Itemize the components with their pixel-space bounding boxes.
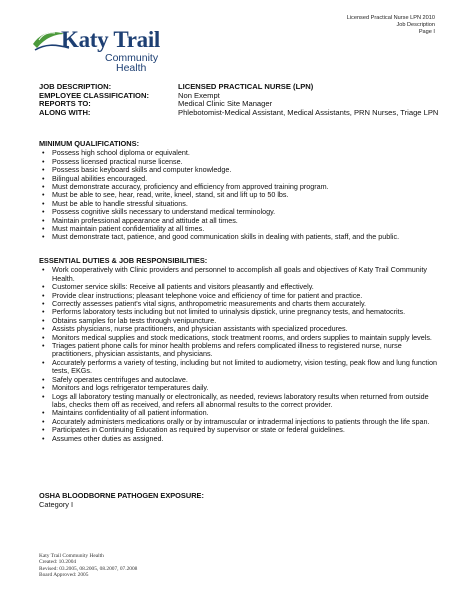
list-item: • Must be able to handle stressful situations. — [39, 200, 441, 208]
list-item: • Triages patient phone calls for minor health problems and refers complicated illness to registered nurse, nurse practitioners, physician assistants, and physicians. — [39, 342, 441, 359]
section-title: OSHA BLOODBORNE PATHOGEN EXPOSURE: — [39, 491, 204, 500]
list-item: • Assists physicians, nurse practitioners, and physician assistants with specialized procedures. — [39, 325, 441, 333]
duties-list — [39, 266, 441, 443]
duties-section — [39, 257, 441, 443]
header-line: Job Description — [396, 22, 435, 28]
logo-subtitle: Health — [116, 62, 147, 74]
list-item: • Monitors medical supplies and stock medications, stock treatment rooms, and orders supplies to maintain supply levels. — [39, 334, 441, 342]
logo-subtitle: Community — [105, 52, 159, 64]
list-item: • Safely operates centrifuges and autoclave. — [39, 376, 441, 384]
list-item: • Must maintain patient confidentiality at all times. — [39, 225, 441, 233]
footer-line: Revised: 03.2005, 08.2005, 08.2007, 07.2008 — [39, 565, 138, 572]
qualifications-section — [39, 140, 441, 242]
info-row-along-with — [39, 109, 439, 118]
list-item: • Accurately administers medications orally or by intramuscular or intradermal injections to patients through the life span. — [39, 418, 441, 426]
list-item: • Maintains confidentiality of all patient information. — [39, 409, 441, 417]
list-item: • Customer service skills: Receive all patients and visitors pleasantly and effectively. — [39, 283, 441, 291]
exposure-category: Category I — [39, 500, 74, 510]
footer-line: Board Approved: 2005 — [39, 572, 89, 579]
info-label: REPORTS TO: — [39, 99, 91, 109]
job-info-block — [39, 83, 439, 117]
list-item: • Logs all laboratory testing manually or electronically, as needed, reviews laboratory results when returned from outside labs, checks them off as received, and refers all abnormal results to the correct provider. — [39, 393, 441, 410]
list-item: • Possess licensed practical nurse license. — [39, 158, 441, 166]
info-label: ALONG WITH: — [39, 107, 91, 117]
list-item: • Monitors and logs refrigerator temperatures daily. — [39, 384, 441, 392]
list-item: • Must be able to see, hear, read, write, kneel, stand, sit and lift up to 50 lbs. — [39, 191, 441, 199]
section-title: ESSENTIAL DUTIES & JOB RESPONSIBILITIES: — [39, 256, 208, 265]
list-item: • Obtains samples for lab tests through venipuncture. — [39, 317, 441, 325]
katy-trail-logo — [31, 20, 161, 72]
list-item: • Possess cognitive skills necessary to understand medical terminology. — [39, 208, 441, 216]
list-item: • Maintain professional appearance and attitude at all times. — [39, 217, 441, 225]
info-value: Medical Clinic Site Manager — [178, 99, 273, 109]
list-item: • Possess basic keyboard skills and computer knowledge. — [39, 166, 441, 174]
list-item: • Bilingual abilities encouraged. — [39, 175, 441, 183]
header-line: Page I — [418, 29, 435, 35]
list-item: • Participates in Continuing Education as required by supervisor or state or federal guidelines. — [39, 426, 441, 434]
list-item: • Possess high school diploma or equivalent. — [39, 149, 441, 157]
list-item: • Performs laboratory tests including but not limited to urinalysis dipstick, urine pregnancy tests, and hematocrits. — [39, 308, 441, 316]
list-item: • Work cooperatively with Clinic providers and personnel to accomplish all goals and objectives of Katy Trail Community Health. — [39, 266, 441, 283]
footer-line: Katy Trail Community Health — [39, 553, 104, 559]
logo-wordmark: Katy Trail — [61, 27, 161, 52]
osha-section — [39, 492, 441, 510]
header-line: Licensed Practical Nurse LPN 2010 — [346, 15, 435, 21]
list-item: • Accurately performs a variety of testing, including but not limited to audiometry, vision testing, peak flow and lung function tests, EKGs. — [39, 359, 441, 376]
list-item: • Must demonstrate tact, patience, and good communication skills in dealing with patients, staff, and the public. — [39, 233, 441, 241]
info-label: JOB DESCRIPTION: — [39, 82, 112, 91]
section-title: MINIMUM QUALIFICATIONS: — [39, 139, 140, 148]
footer-line: Created: 10.2004 — [39, 559, 77, 566]
list-item: • Correctly assesses patient's vital signs, anthropometric measurements and charts them accurately. — [39, 300, 441, 308]
info-value: Phlebotomist-Medical Assistant, Medical Assistants, PRN Nurses, Triage LPN — [178, 107, 439, 117]
info-value: Non Exempt — [178, 90, 220, 100]
list-item: • Assumes other duties as assigned. — [39, 435, 441, 443]
page-footer — [39, 553, 137, 579]
page-header — [347, 15, 435, 36]
qualifications-list — [39, 149, 441, 241]
list-item: • Must demonstrate accuracy, proficiency and efficiency from approved training program. — [39, 183, 441, 191]
info-label: EMPLOYEE CLASSIFICATION: — [39, 90, 149, 100]
list-item: • Provide clear instructions; pleasant telephone voice and efficiency of time for patient and practice. — [39, 292, 441, 300]
info-value: LICENSED PRACTICAL NURSE (LPN) — [178, 82, 314, 91]
